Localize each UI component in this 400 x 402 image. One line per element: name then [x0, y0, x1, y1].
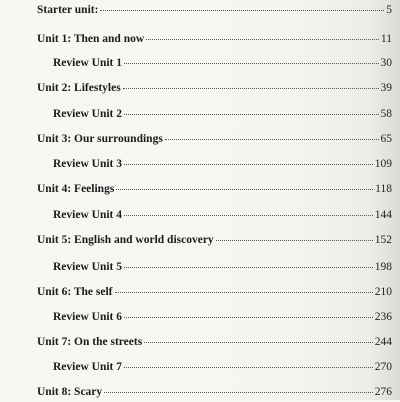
toc-entry-page: 244 — [374, 336, 392, 348]
toc-entry-label: Unit 7: On the streets — [37, 336, 143, 348]
toc-entry-label: Review Unit 4 — [53, 209, 122, 221]
toc-entry-label: Unit 8: Scary — [37, 386, 103, 398]
dot-leader — [124, 214, 373, 216]
toc-entry-label: Review Unit 7 — [53, 361, 122, 373]
toc-entry-label: Unit 5: English and world discovery — [37, 234, 214, 246]
toc-entry-unit-6 — [37, 286, 392, 302]
toc-entry-page: 30 — [380, 57, 392, 69]
dot-leader — [100, 9, 384, 11]
dot-leader — [104, 391, 373, 393]
dot-leader — [124, 316, 373, 318]
dot-leader — [144, 341, 373, 343]
toc-entry-label: Unit 6: The self — [37, 286, 113, 298]
toc-entry-page: 270 — [374, 361, 392, 373]
dot-leader — [165, 138, 379, 140]
toc-entry-review-7 — [53, 361, 392, 377]
dot-leader — [115, 291, 373, 293]
toc-entry-label: Unit 2: Lifestyles — [37, 82, 121, 94]
dot-leader — [216, 239, 373, 241]
toc-entry-page: 65 — [380, 133, 392, 145]
toc-entry-page: 39 — [380, 82, 392, 94]
toc-entry-unit-2 — [37, 82, 392, 98]
toc-entry-page: 109 — [374, 158, 392, 170]
toc-entry-label: Review Unit 6 — [53, 311, 122, 323]
dot-leader — [116, 188, 373, 190]
toc-entry-page: 5 — [386, 4, 392, 16]
toc-entry-starter — [37, 4, 392, 20]
toc-entry-page: 58 — [380, 108, 392, 120]
toc-entry-label: Review Unit 3 — [53, 158, 122, 170]
toc-entry-label: Unit 1: Then and now — [37, 33, 145, 45]
toc-entry-page: 118 — [375, 183, 392, 195]
dot-leader — [146, 38, 379, 40]
toc-entry-page: 236 — [374, 311, 392, 323]
dot-leader — [123, 87, 379, 89]
toc-entry-page: 210 — [374, 286, 392, 298]
dot-leader — [124, 163, 373, 165]
toc-entry-unit-5 — [37, 234, 392, 250]
dot-leader — [124, 366, 373, 368]
toc-entry-unit-7 — [37, 336, 392, 352]
toc-entry-page: 276 — [374, 386, 392, 398]
toc-entry-label: Review Unit 2 — [53, 108, 122, 120]
toc-entry-label: Unit 4: Feelings — [37, 183, 115, 195]
toc-entry-page: 144 — [374, 209, 392, 221]
toc-entry-review-6 — [53, 311, 392, 327]
toc-entry-unit-1 — [37, 33, 392, 49]
dot-leader — [124, 266, 373, 268]
toc-entry-label: Review Unit 1 — [53, 57, 122, 69]
dot-leader — [124, 62, 379, 64]
toc-entry-page: 152 — [374, 234, 392, 246]
toc-entry-review-1 — [53, 57, 392, 73]
toc-entry-review-3 — [53, 158, 392, 174]
toc-entry-label: Review Unit 5 — [53, 261, 122, 273]
toc-entry-review-5 — [53, 261, 392, 277]
toc-entry-page: 11 — [380, 33, 392, 45]
toc-entry-review-4 — [53, 209, 392, 225]
toc-entry-page: 198 — [374, 261, 392, 273]
toc-entry-review-2 — [53, 108, 392, 124]
toc-entry-unit-4 — [37, 183, 392, 199]
dot-leader — [124, 113, 379, 115]
toc-entry-unit-3 — [37, 133, 392, 149]
toc-entry-label: Starter unit: — [37, 4, 99, 16]
toc-entry-label: Unit 3: Our surroundings — [37, 133, 163, 145]
